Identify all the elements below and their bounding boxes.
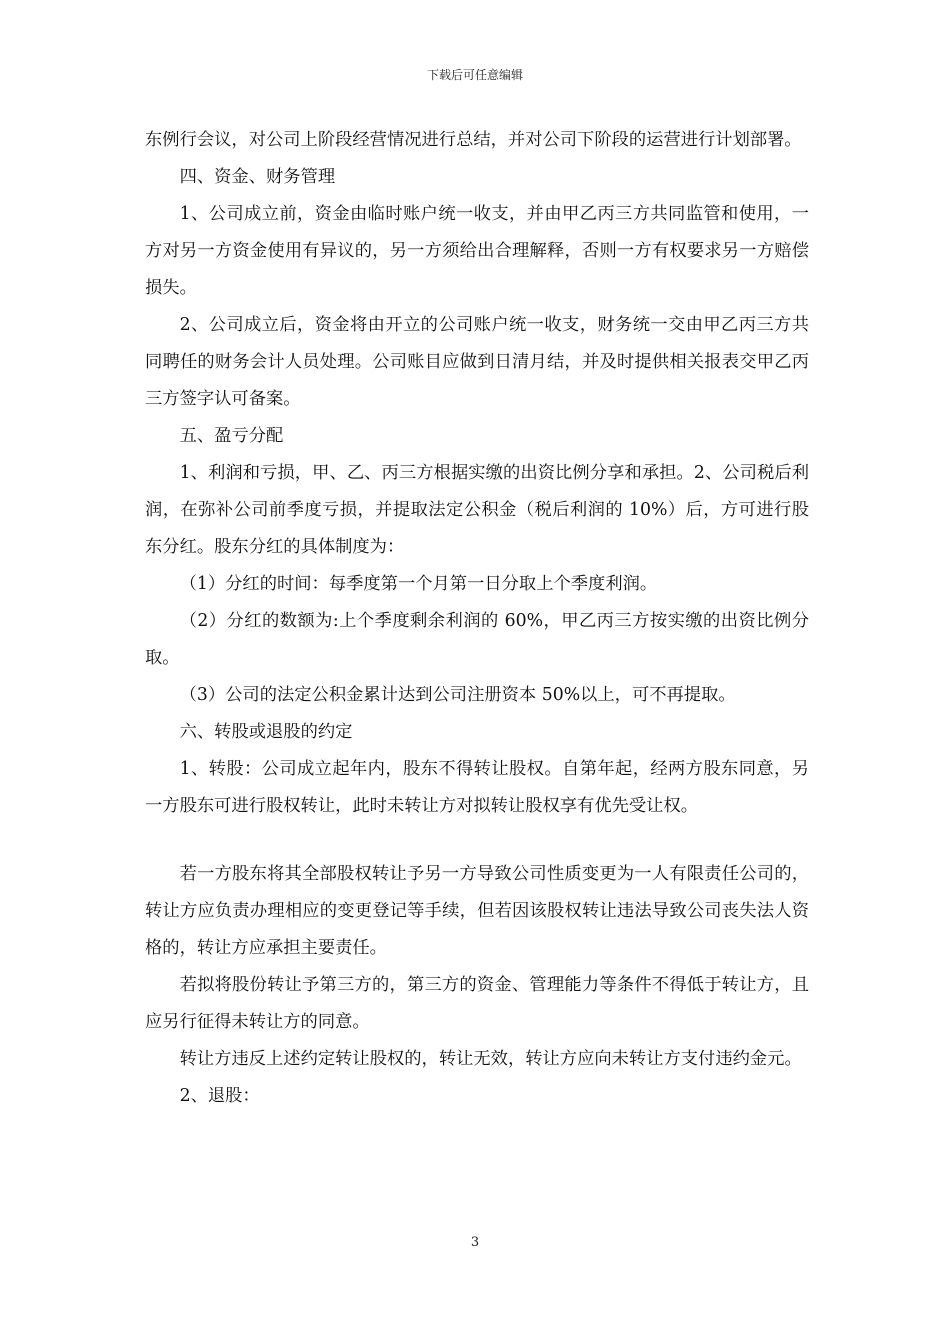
paragraph-withdrawal-heading: 2、退股： [179, 1086, 260, 1106]
paragraph-gap [145, 825, 809, 856]
paragraph-share-transfer: 1、转股：公司成立起年内，股东不得转让股权。自第年起，经两方股东同意，另一方股东可进行股权转让，此时未转让方对拟转让股权享有优先受让权。 [145, 759, 809, 816]
section-heading-profit-loss: 五、盈亏分配 [179, 426, 284, 446]
paragraph-dividend-amount: （2）分红的数额为:上个季度剩余利润的 60%，甲乙丙三方按实缴的出资比例分取。 [145, 611, 809, 668]
section-heading-funds-finance: 四、资金、财务管理 [179, 167, 336, 187]
paragraph-full-transfer: 若一方股东将其全部股权转让予另一方导致公司性质变更为一人有限责任公司的，转让方应负责办理相应的变更登记等手续，但若因该股权转让违法导致公司丧失法人资格的，转让方应承担主要责任。 [145, 864, 809, 958]
document-body [145, 122, 809, 1115]
page-number: 3 [470, 1235, 480, 1250]
paragraph-dividend-time: （1）分红的时间：每季度第一个月第一日分取上个季度利润。 [179, 574, 658, 594]
paragraph-before-establishment: 1、公司成立前，资金由临时账户统一收支，并由甲乙丙三方共同监管和使用，一方对另一方资金使用有异议的，另一方须给出合理解释，否则一方有权要求另一方赔偿损失。 [145, 204, 809, 298]
paragraph-third-party-transfer: 若拟将股份转让予第三方的，第三方的资金、管理能力等条件不得低于转让方，且应另行征得未转让方的同意。 [145, 975, 809, 1032]
paragraph-reserve-fund: （3）公司的法定公积金累计达到公司注册资本 50%以上，可不再提取。 [179, 685, 736, 705]
paragraph-breach-penalty: 转让方违反上述约定转让股权的，转让无效，转让方应向未转让方支付违约金元。 [179, 1049, 802, 1069]
paragraph-profit-sharing: 1、利润和亏损，甲、乙、丙三方根据实缴的出资比例分享和承担。2、公司税后利润，在弥补公司前季度亏损，并提取法定公积金（税后利润的 10%）后，方可进行股东分红。股东分红的具体制度为： [145, 463, 809, 557]
page-header: 下载后可任意编辑 [426, 68, 523, 82]
paragraph-meeting-continuation: 东例行会议，对公司上阶段经营情况进行总结，并对公司下阶段的运营进行计划部署。 [145, 130, 802, 150]
paragraph-after-establishment: 2、公司成立后，资金将由开立的公司账户统一收支，财务统一交由甲乙丙三方共同聘任的财务会计人员处理。公司账目应做到日清月结，并及时提供相关报表交甲乙丙三方签字认可备案。 [145, 315, 809, 409]
section-heading-share-transfer: 六、转股或退股的约定 [179, 722, 353, 742]
